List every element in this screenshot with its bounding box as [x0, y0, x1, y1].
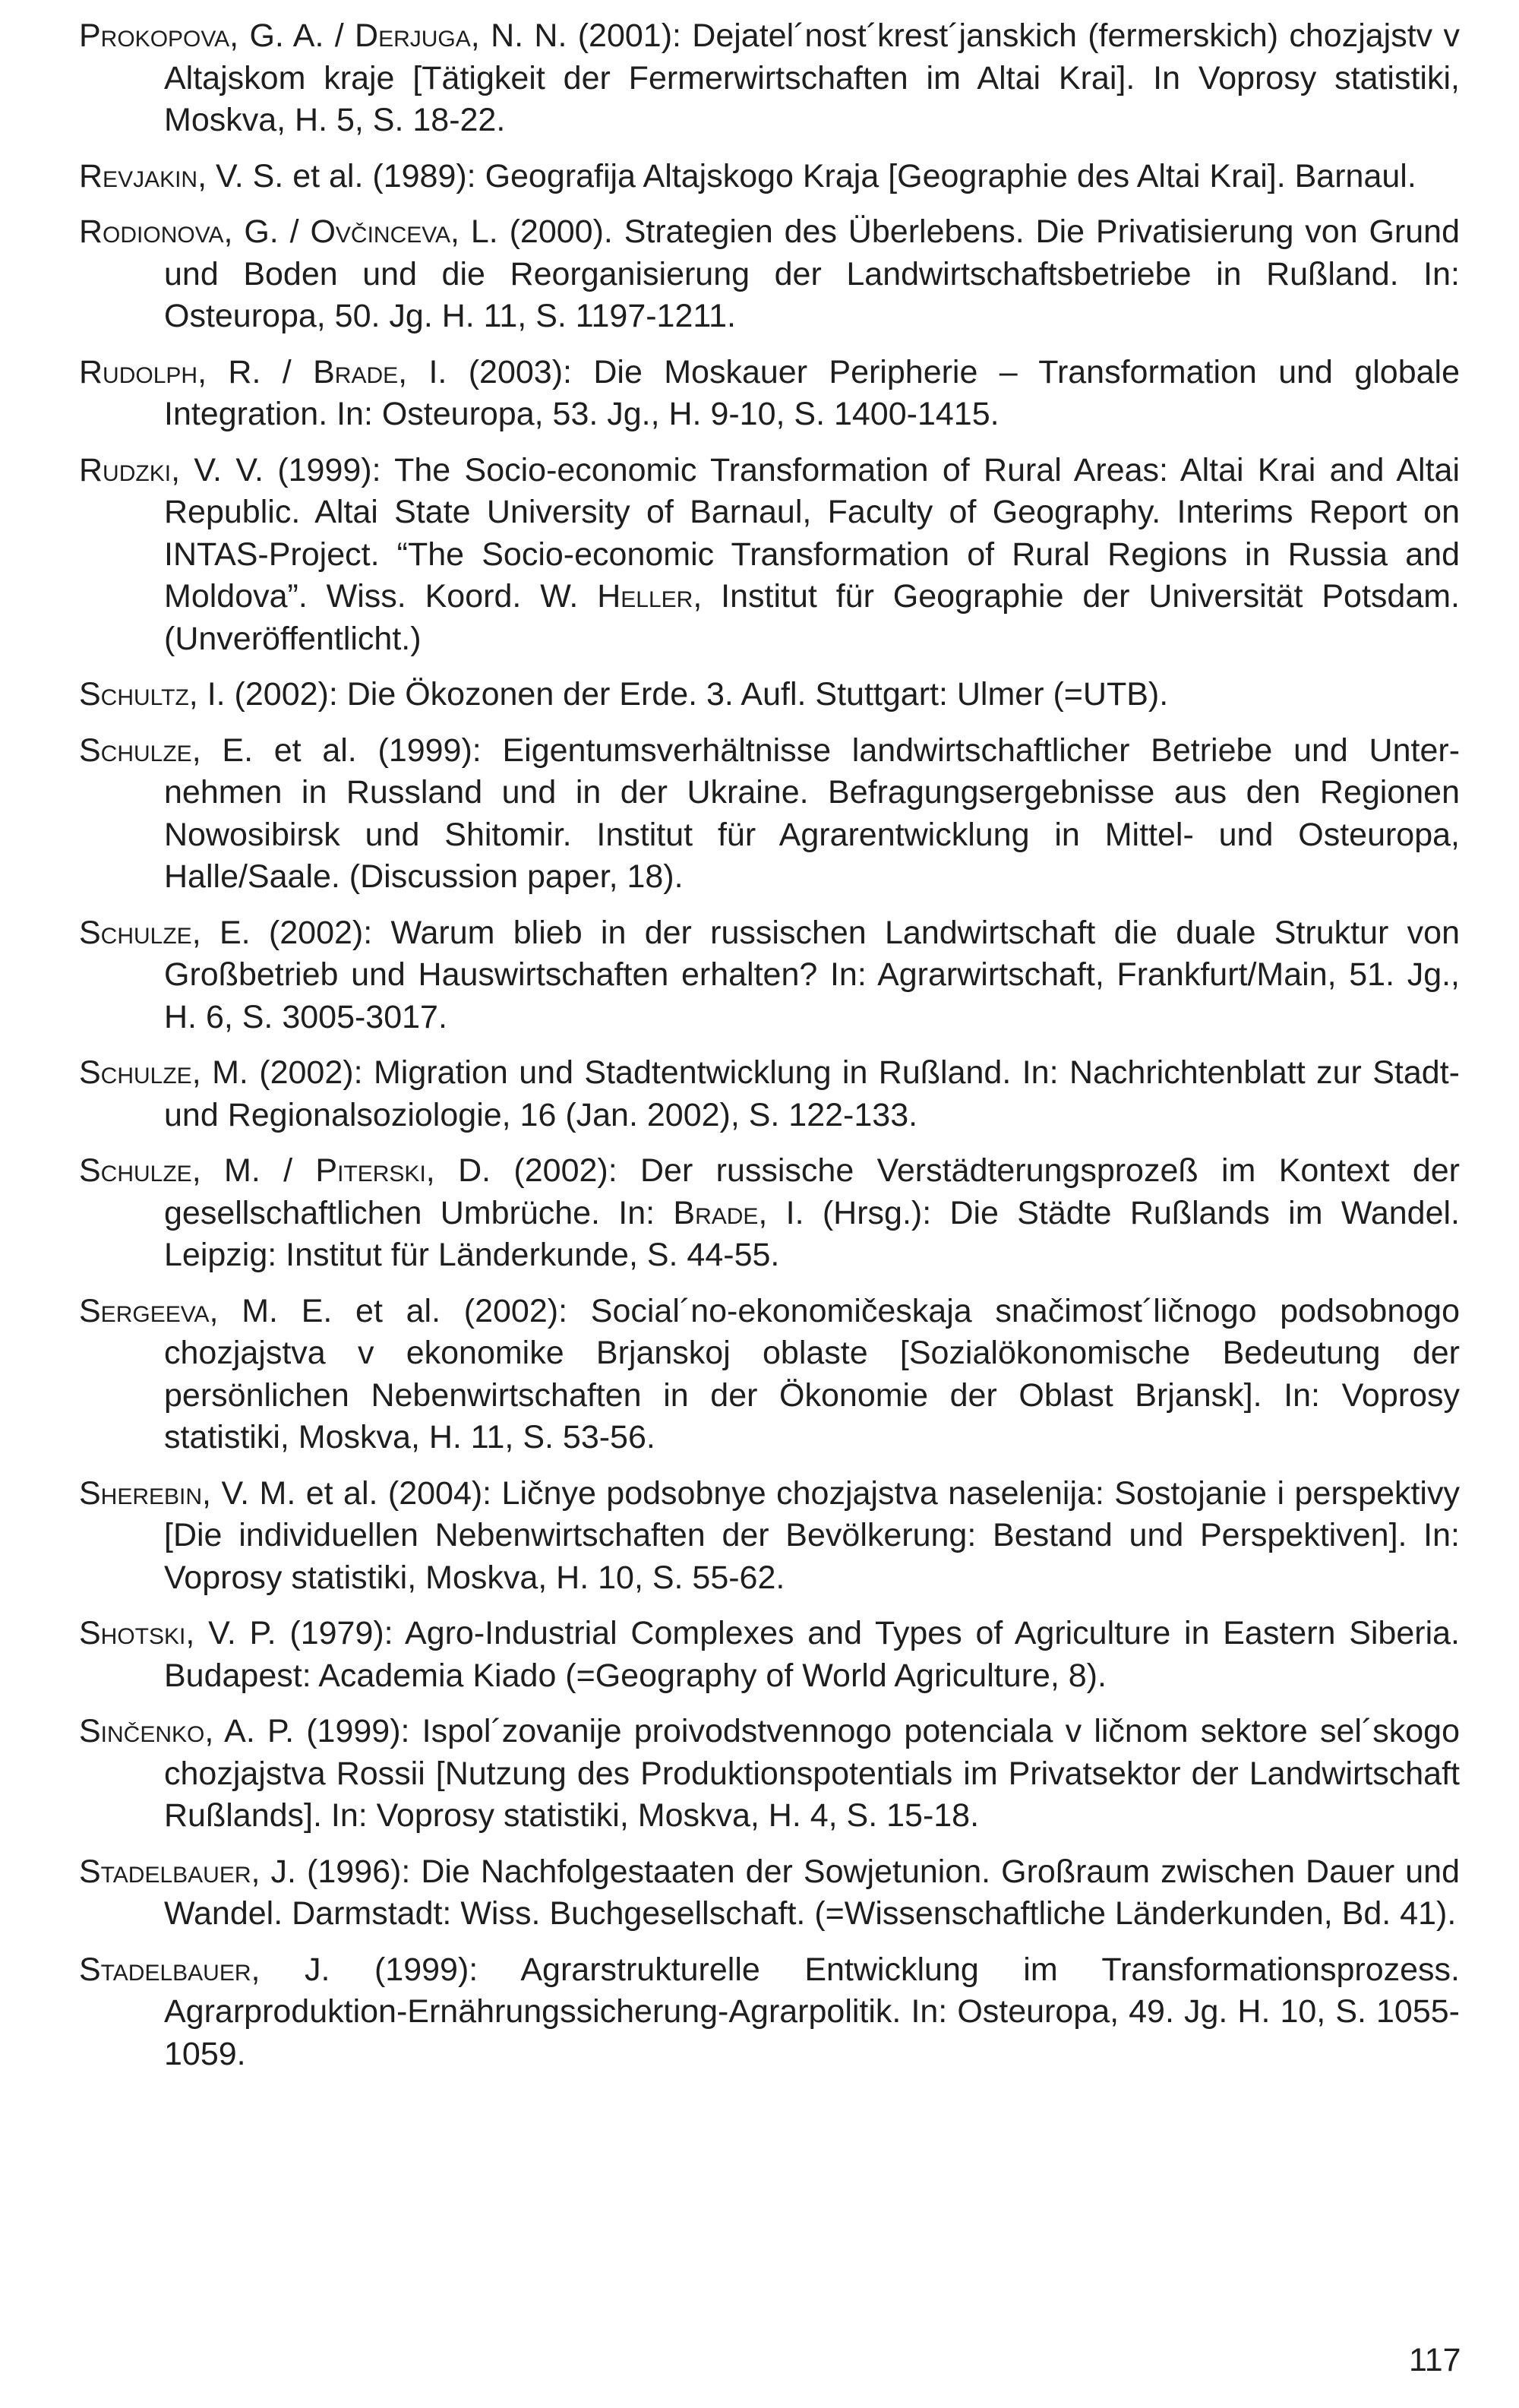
author-surname: Schulze — [79, 1054, 192, 1091]
reference-entry: Shotski, V. P. (1979): Agro-Industrial Complexes and Types of Agriculture in Eastern Siberia. Budapest: Academia Kiado (=Geography of World Agriculture, 8). — [79, 1615, 1460, 1694]
reference-body: (2002): Der russische Verstädterungsprozeß im Kontext der gesellschaftlichen Umbrüche. In: — [164, 1152, 1460, 1231]
reference-entry: Prokopova, G. A. / Derjuga, N. N. (2001): Dejatel´nost´krest´janskich (fermerskich) chozjajstv v Altajskom kraje [Tätigkeit der Fermerwirtschaften im Altai Krai]. In Voprosy statistiki, Moskva, H. 5, S. 18-22. — [79, 17, 1460, 138]
reference-body: (1979): Agro-Industrial Complexes and Types of Agriculture in Eastern Siberia. Budapest: Academia Kiado (=Geography of World Agriculture, 8). — [164, 1615, 1460, 1694]
author-initials: J. — [305, 1951, 330, 1988]
author-separator: / — [260, 1152, 316, 1189]
reference-entry: Schulze, E. et al. (1999): Eigentumsverhältnisse landwirtschaftlicher Betriebe und Unter-nehmen in Russland und in der Ukraine. Befragungsergebnisse aus den Regionen Nowosibirsk und Shitomir. Institut für Agrarentwicklung in Mittel- und Osteuropa, Halle/Saale. (Discussion paper, 18). — [79, 732, 1461, 895]
author-surname: Sherebin — [79, 1474, 203, 1512]
reference-body: (1999): The Socio-economic Transformation of Rural Areas: Altai Krai and Altai Republic. Altai State University of Barnaul, Faculty of Geography. Interims Report on INTAS-Project. “The Socio-economic Transformation of Rural Regions in Russia and Moldova”. Wiss. Koord. W. — [164, 451, 1460, 615]
author-initials: I. — [428, 353, 447, 390]
author-surname: Sergeeva — [79, 1292, 210, 1329]
author-initials: N. N. — [491, 17, 567, 54]
author-initials: G. — [244, 213, 279, 250]
reference-entry: Sherebin, V. M. et al. (2004): Ličnye podsobnye chozjajstva naselenija: Sostojanie i perspektivy [Die individuellen Nebenwirtschaften der Bevölkerung: Bestand und Perspektiven]. In: Voprosy statistiki, Moskva, H. 10, S. 55-62. — [79, 1474, 1460, 1596]
author-surname: Rudolph — [79, 353, 198, 390]
page-number: 117 — [1409, 2342, 1461, 2378]
author-initials: V. V. — [194, 451, 264, 488]
author-separator: / — [324, 17, 355, 54]
author-surname: Schultz — [79, 676, 189, 713]
author-initials: A. P. — [224, 1713, 295, 1749]
author-initials: E. et al. — [222, 732, 357, 769]
reference-body: (2002): Migration und Stadtentwicklung in Rußland. In: Nachrichtenblatt zur Stadt- und Regionalsoziologie, 16 (Jan. 2002), S. 122-133. — [164, 1054, 1460, 1133]
cited-name: Heller — [597, 578, 693, 615]
reference-entry: Rodionova, G. / Ovčinceva, L. (2000). Strategien des Überlebens. Die Privatisierung von Grund und Boden und die Reorganisierung der Landwirtschaftsbetriebe in Rußland. In: Osteuropa, 50. Jg. H. 11, S. 1197-1211. — [79, 213, 1460, 334]
author-surname: Brade — [313, 353, 399, 390]
author-initials: M. E. et al. — [242, 1292, 441, 1329]
reference-entry: Sinčenko, A. P. (1999): Ispol´zovanije proivodstvennogo potenciala v ličnom sektore sel´skogo chozjajstva Rossii [Nutzung des Produktionspotentials im Privatsektor der Landwirtschaft Rußlands]. In: Voprosy statistiki, Moskva, H. 4, S. 15-18. — [79, 1713, 1460, 1834]
author-initials: D. — [458, 1152, 491, 1189]
author-surname: Derjuga — [355, 17, 471, 54]
author-surname: Ovčinceva — [310, 213, 451, 250]
reference-entry: Rudzki, V. V. (1999): The Socio-economic Transformation of Rural Areas: Altai Krai and Altai Republic. Altai State University of Barnaul, Faculty of Geography. Interims Report on INTAS-Project. “The Socio-economic Transformation of Rural Regions in Russia and Moldova”. Wiss. Koord. W. Heller, Institut für Geographie der Universität Potsdam. (Unveröffentlicht.) — [79, 451, 1460, 657]
reference-entry: Schulze, M. / Piterski, D. (2002): Der russische Verstädterungsprozeß im Kontext der gesellschaftlichen Umbrüche. In: Brade, I. (Hrsg.): Die Städte Rußlands im Wandel. Leipzig: Institut für Länderkunde, S. 44-55. — [79, 1152, 1460, 1273]
reference-body: (1996): Die Nachfolgestaaten der Sowjetunion. Großraum zwischen Dauer und Wandel. Darmstadt: Wiss. Buchgesellschaft. (=Wissenschaftliche Länderkunden, Bd. 41). — [164, 1853, 1460, 1932]
reference-body: , I. (Hrsg.): Die Städte Rußlands im Wandel. Leipzig: Institut für Länderkunde, S. 44-55. — [164, 1194, 1460, 1273]
author-surname: Piterski — [315, 1152, 426, 1189]
reference-list — [79, 15, 1460, 2089]
author-surname: Rodionova — [79, 213, 224, 250]
author-surname: Schulze — [79, 1152, 192, 1189]
author-initials: M. — [224, 1152, 261, 1189]
reference-body: (2002): Die Ökozonen der Erde. 3. Aufl. Stuttgart: Ulmer (=UTB). — [225, 676, 1169, 713]
reference-body: (2000). Strategien des Überlebens. Die Privatisierung von Grund und Boden und die Reorganisierung der Landwirtschaftsbetriebe in Rußland. In: Osteuropa, 50. Jg. H. 11, S. 1197-1211. — [164, 213, 1460, 334]
author-surname: Stadelbauer — [79, 1853, 251, 1890]
reference-body: (1999): Eigentumsverhältnisse landwirtschaftlicher Betriebe und Unter-nehmen in Russland und in der Ukraine. Befragungsergebnisse aus den Regionen Nowosibirsk und Shitomir. Institut für Agrarentwicklung in Mittel- und Osteuropa, Halle/Saale. (Discussion paper, 18). — [164, 732, 1461, 895]
reference-entry: Stadelbauer, J. (1996): Die Nachfolgestaaten der Sowjetunion. Großraum zwischen Dauer und Wandel. Darmstadt: Wiss. Buchgesellschaft. (=Wissenschaftliche Länderkunden, Bd. 41). — [79, 1853, 1460, 1932]
reference-entry: Schulze, M. (2002): Migration und Stadtentwicklung in Rußland. In: Nachrichtenblatt zur Stadt- und Regionalsoziologie, 16 (Jan. 2002), S. 122-133. — [79, 1054, 1460, 1133]
reference-entry: Schulze, E. (2002): Warum blieb in der russischen Landwirtschaft die duale Struktur von Großbetrieb und Hauswirtschaften erhalten? In: Agrarwirtschaft, Frankfurt/Main, 51. Jg., H. 6, S. 3005-3017. — [79, 914, 1460, 1035]
author-initials: V. S. et al. — [216, 157, 364, 194]
author-initials: M. — [212, 1054, 248, 1091]
author-surname: Stadelbauer — [79, 1951, 251, 1988]
author-initials: I. — [207, 676, 226, 713]
reference-entry: Revjakin, V. S. et al. (1989): Geografija Altajskogo Kraja [Geographie des Altai Krai]. Barnaul. — [79, 157, 1416, 194]
author-surname: Sinčenko — [79, 1713, 205, 1749]
author-surname: Revjakin — [79, 157, 198, 194]
author-initials: R. — [228, 353, 261, 390]
author-initials: G. A. — [249, 17, 324, 54]
author-surname: Shotski — [79, 1615, 186, 1651]
author-initials: L. — [470, 213, 498, 250]
author-separator: / — [278, 213, 311, 250]
reference-body: (2001): Dejatel´nost´krest´janskich (fermerskich) chozjajstv v Altajskom kraje [Tätigkeit der Fermerwirtschaften im Altai Krai]. In Voprosy statistiki, Moskva, H. 5, S. 18-22. — [164, 17, 1460, 138]
author-surname: Schulze — [79, 914, 192, 951]
author-surname: Rudzki — [79, 451, 172, 488]
reference-body: (2004): Ličnye podsobnye chozjajstva naselenija: Sostojanie i perspektivy [Die individuellen Nebenwirtschaften der Bevölkerung: Bestand und Perspektiven]. In: Voprosy statistiki, Moskva, H. 10, S. 55-62. — [164, 1474, 1460, 1596]
author-initials: J. — [270, 1853, 296, 1890]
reference-body: (2002): Social´no-ekonomičeskaja snačimost´ličnogo podsobnogo chozjajstva v ekonomike Brjanskoj oblaste [Sozialökonomische Bedeutung der persönlichen Nebenwirtschaften in der Ökonomie der Oblast Brjansk]. In: Voprosy statistiki, Moskva, H. 11, S. 53-56. — [164, 1292, 1460, 1455]
reference-body: (2003): Die Moskauer Peripherie – Transformation und globale Integration. In: Osteuropa, 53. Jg., H. 9-10, S. 1400-1415. — [164, 353, 1460, 432]
reference-body: , Institut für Geographie der Universität Potsdam. (Unveröffentlicht.) — [164, 578, 1460, 657]
author-initials: E. — [219, 914, 251, 951]
reference-entry: Schultz, I. (2002): Die Ökozonen der Erde. 3. Aufl. Stuttgart: Ulmer (=UTB). — [79, 676, 1169, 713]
reference-entry: Rudolph, R. / Brade, I. (2003): Die Moskauer Peripherie – Transformation und globale Integration. In: Osteuropa, 53. Jg., H. 9-10, S. 1400-1415. — [79, 353, 1460, 432]
author-surname: Prokopova — [79, 17, 230, 54]
cited-name: Brade — [673, 1194, 759, 1231]
reference-entry: Stadelbauer, J. (1999): Agrarstrukturelle Entwicklung im Transformationsprozess. Agrarproduktion-Ernährungssicherung-Agrarpolitik. In: Osteuropa, 49. Jg. H. 10, S. 1055-1059. — [79, 1951, 1460, 2072]
author-surname: Schulze — [79, 732, 192, 769]
author-initials: V. M. et al. — [221, 1474, 378, 1512]
reference-entry: Sergeeva, M. E. et al. (2002): Social´no-ekonomičeskaja snačimost´ličnogo podsobnogo chozjajstva v ekonomike Brjanskoj oblaste [Sozialökonomische Bedeutung der persönlichen Nebenwirtschaften in der Ökonomie der Oblast Brjansk]. In: Voprosy statistiki, Moskva, H. 11, S. 53-56. — [79, 1292, 1460, 1455]
author-separator: / — [261, 353, 314, 390]
reference-body: (1999): Agrarstrukturelle Entwicklung im Transformationsprozess. Agrarproduktion-Ernährungssicherung-Agrarpolitik. In: Osteuropa, 49. Jg. H. 10, S. 1055-1059. — [164, 1951, 1460, 2072]
reference-body: (1999): Ispol´zovanije proivodstvennogo potenciala v ličnom sektore sel´skogo chozjajstva Rossii [Nutzung des Produktionspotentials im Privatsektor der Landwirtschaft Rußlands]. In: Voprosy statistiki, Moskva, H. 4, S. 15-18. — [164, 1713, 1460, 1834]
reference-body: (2002): Warum blieb in der russischen Landwirtschaft die duale Struktur von Großbetrieb und Hauswirtschaften erhalten? In: Agrarwirtschaft, Frankfurt/Main, 51. Jg., H. 6, S. 3005-3017. — [164, 914, 1460, 1035]
author-initials: V. P. — [208, 1615, 276, 1651]
reference-body: (1989): Geografija Altajskogo Kraja [Geographie des Altai Krai]. Barnaul. — [363, 157, 1416, 194]
